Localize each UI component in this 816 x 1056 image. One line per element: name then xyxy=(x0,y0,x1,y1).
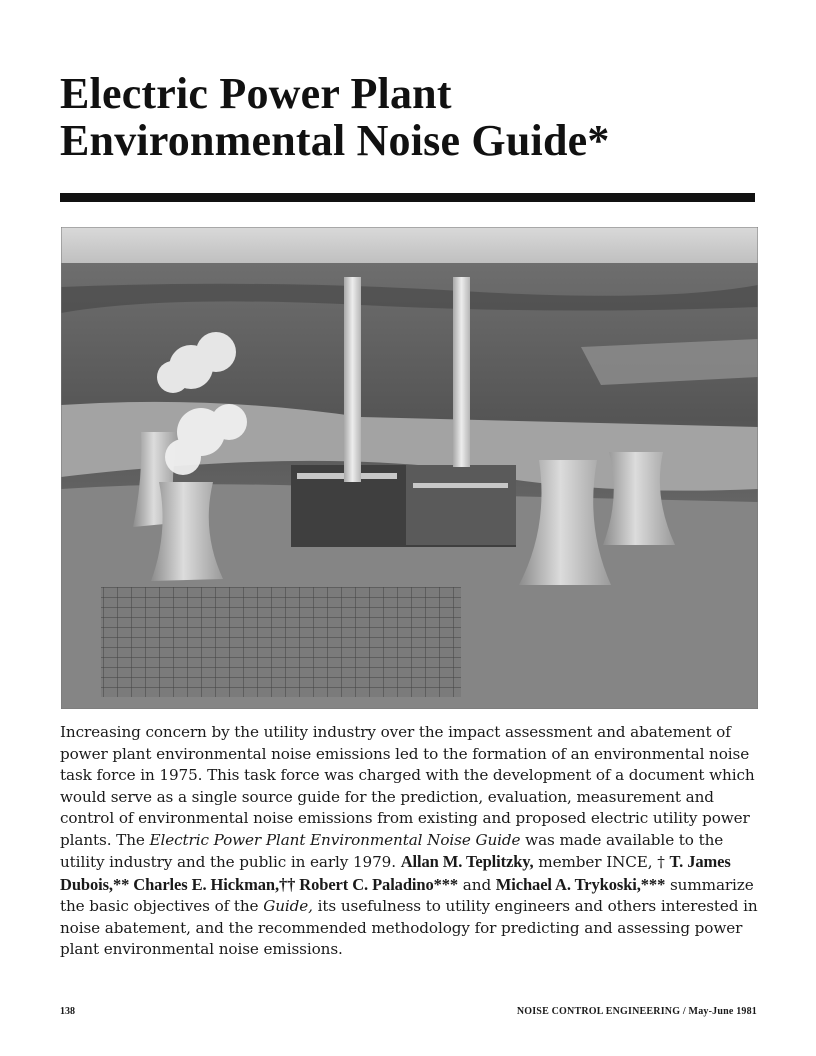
sky xyxy=(61,227,758,267)
journal-citation: NOISE CONTROL ENGINEERING / May-June 1981 xyxy=(516,1006,757,1017)
fields xyxy=(581,339,758,385)
author-trykoski: Michael A. Trykoski,*** xyxy=(495,874,666,894)
boiler-structure xyxy=(406,465,516,545)
abstract-text-1: Increasing concern by the utility industry over the impact assessment and abatement of power plant environmental noise emissions led to the formation of an environmental noise task force in 1975. This task force was charged with the development of a document which would serve as a single source guide for the prediction, evaluation, measurement and control of environmental noise emissions from existing and proposed electric utility power plants. The xyxy=(60,723,755,849)
power-plant-photo xyxy=(61,227,758,709)
abstract-text-3: summarize the basic objectives of the xyxy=(60,875,754,915)
article-title xyxy=(60,70,760,164)
smokestack-left xyxy=(344,277,361,482)
smokestack-right xyxy=(453,277,470,467)
abstract-text-4: its usefulness to utility engineers and others interested in noise abatement, and the recommended methodology for predicting and assessing power plant environmental noise emissions. xyxy=(60,897,758,958)
building-band-2 xyxy=(413,483,508,488)
title-line-2: Environmental Noise Guide* xyxy=(60,116,610,165)
authors-dubois-hickman-paladino: T. James Dubois,** Charles E. Hickman,†† Robert C. Paladino*** xyxy=(60,852,731,894)
guide-title: Electric Power Plant Environmental Noise Guide xyxy=(149,830,521,849)
author-teplitzky: Allan M. Teplitzky, xyxy=(400,852,534,871)
abstract-paragraph xyxy=(60,722,762,961)
abstract-text-2: was made available to the utility industry and the public in early 1979. xyxy=(60,830,724,871)
page-number: 138 xyxy=(60,1006,75,1017)
author-affiliation: member INCE, † xyxy=(533,853,670,871)
power-plant-illustration xyxy=(61,227,758,709)
title-rule xyxy=(60,193,755,202)
title-line-1: Electric Power Plant xyxy=(60,69,452,118)
guide-short-title: Guide, xyxy=(263,897,313,915)
switchyard xyxy=(101,587,461,697)
and-word: and xyxy=(458,875,496,894)
